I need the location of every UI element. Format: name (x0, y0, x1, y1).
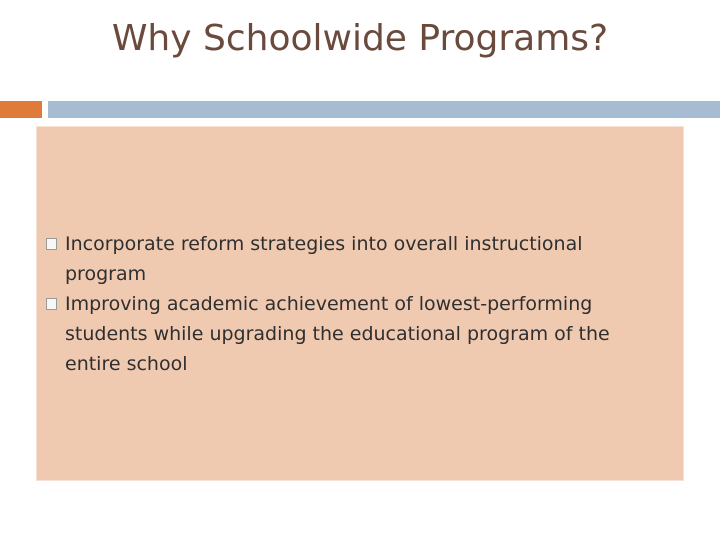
bullet-item (46, 289, 646, 379)
bullet-text: Improving academic achievement of lowest-performing students while upgrading the educational program of the entire school (65, 293, 610, 375)
accent-bar-orange (0, 101, 42, 118)
bullet-text: Incorporate reform strategies into overall instructional program (65, 233, 583, 285)
bullet-item (46, 229, 646, 289)
accent-bar-blue (48, 101, 720, 118)
bullet-list (46, 229, 646, 379)
square-bullet-icon (46, 298, 57, 310)
slide-title: Why Schoolwide Programs? (111, 18, 609, 59)
square-bullet-icon (46, 238, 57, 250)
